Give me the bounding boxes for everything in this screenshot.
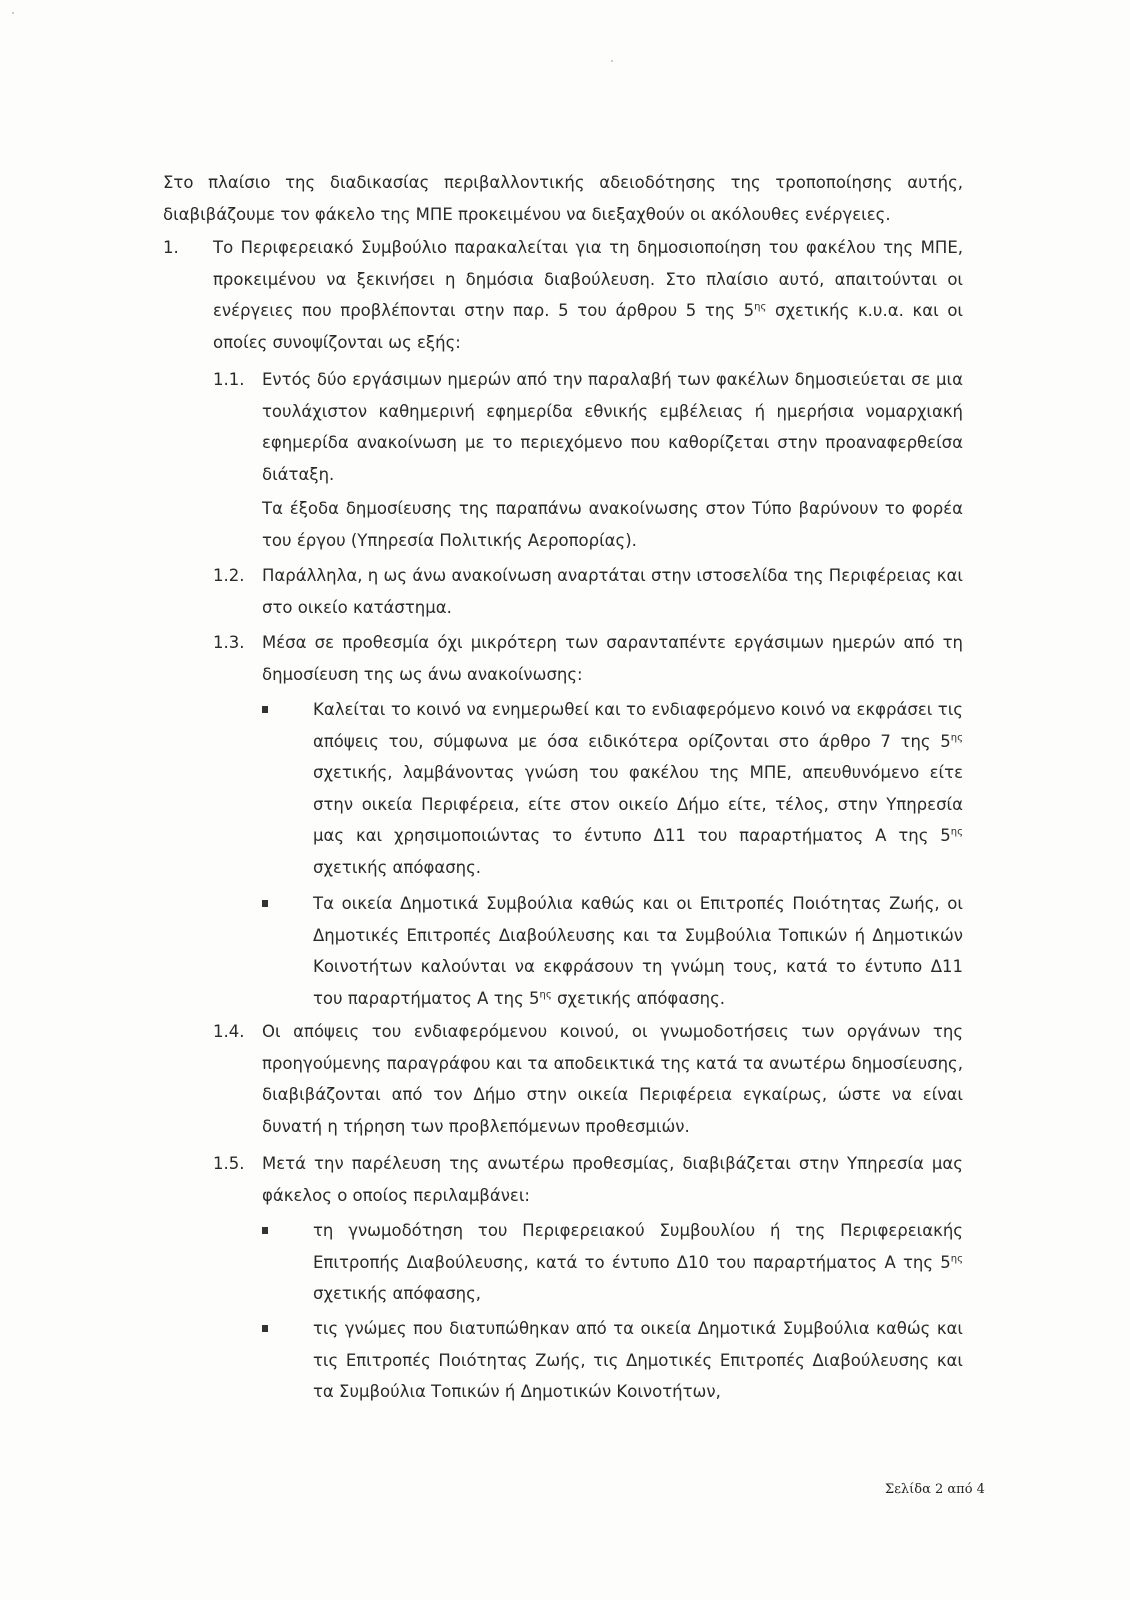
scan-speck (12, 12, 14, 14)
item-1-5-paragraph: Μετά την παρέλευση της ανωτέρω προθεσμίας, διαβιβάζεται στην Υπηρεσία μας φάκελος ο οποίος περιλαμβάνει: (262, 1154, 963, 1205)
bullet-marker (262, 706, 268, 713)
bullet-marker (262, 1325, 268, 1332)
scan-speck (611, 60, 613, 62)
intro-paragraph (163, 167, 963, 230)
item-1-5-number: 1.5. (213, 1154, 245, 1173)
page-number-footer: Σελίδα 2 από 4 (885, 1482, 985, 1497)
item-1-5-bullet-2: τις γνώμες που διατυπώθηκαν από τα οικεία Δημοτικά Συμβούλια καθώς και τις Επιτροπές Ποιότητας Ζωής, τις Δημοτικές Επιτροπές Διαβούλευσης και τα Συμβούλια Τοπικών ή Δημοτικών Κοινοτήτων, (313, 1319, 963, 1401)
item-1-4-paragraph: Οι απόψεις του ενδιαφερόμενου κοινού, οι γνωμοδοτήσεις των οργάνων της προηγούμενης παραγράφου και τα αποδεικτικά της κατά τα ανωτέρω δημοσίευσης, διαβιβάζονται από τον Δήμο στην οικεία Περιφέρεια εγκαίρως, ώστε να είναι δυνατή η τήρηση των προβλεπόμενων προθεσμιών. (262, 1022, 963, 1136)
bullet-marker (262, 1227, 268, 1234)
item-1-5-bullet-1: τη γνωμοδότηση του Περιφερειακού Συμβουλίου ή της Περιφερειακής Επιτροπής Διαβούλευσης, κατά το έντυπο Δ10 του παραρτήματος Α της $5^{\eta\varsigma}$ σχετικής απόφασης, (313, 1221, 963, 1303)
item-1-number: 1. (163, 238, 179, 257)
item-1-paragraph: Το Περιφερειακό Συμβούλιο παρακαλείται για τη δημοσιοποίηση του φακέλου της ΜΠΕ, προκειμένου να ξεκινήσει η δημόσια διαβούλευση. Στο πλαίσιο αυτό, απαιτούνται οι ενέργειες που προβλέπονται στην παρ. 5 του άρθρου 5 της $5^{\eta\varsigma}$ σχετικής κ.υ.α. και οι οποίες συνοψίζονται ως εξής: (213, 238, 963, 352)
bullet-marker (262, 900, 268, 907)
item-1-4-number: 1.4. (213, 1022, 245, 1041)
intro-text: Στο πλαίσιο της διαδικασίας περιβαλλοντικής αδειοδότησης της τροποποίησης αυτής, διαβιβάζουμε τον φάκελο της ΜΠΕ προκειμένου να διεξαχθούν οι ακόλουθες ενέργειες. (163, 173, 963, 224)
item-1-1-cost-paragraph: Τα έξοδα δημοσίευσης της παραπάνω ανακοίνωσης στον Τύπο βαρύνουν το φορέα του έργου (Υπηρεσία Πολιτικής Αεροπορίας). (262, 499, 963, 550)
item-1-2-paragraph: Παράλληλα, η ως άνω ανακοίνωση αναρτάται στην ιστοσελίδα της Περιφέρειας και στο οικείο κατάστημα. (262, 566, 963, 617)
item-1-1-number: 1.1. (213, 370, 245, 389)
item-1-3-paragraph: Μέσα σε προθεσμία όχι μικρότερη των σαρανταπέντε εργάσιμων ημερών από τη δημοσίευση της ως άνω ανακοίνωσης: (262, 633, 963, 684)
item-1-3-number: 1.3. (213, 633, 245, 652)
item-1-3-bullet-2: Τα οικεία Δημοτικά Συμβούλια καθώς και οι Επιτροπές Ποιότητας Ζωής, οι Δημοτικές Επιτροπές Διαβούλευσης και τα Συμβούλια Τοπικών ή Δημοτικών Κοινοτήτων καλούνται να εκφράσουν τη γνώμη τους, κατά το έντυπο Δ11 του παραρτήματος Α της $5^{\eta\varsigma}$ σχετικής απόφασης. (313, 894, 963, 1008)
item-1-1-paragraph: Εντός δύο εργάσιμων ημερών από την παραλαβή των φακέλων δημοσιεύεται σε μια τουλάχιστον καθημερινή εφημερίδα εθνικής εμβέλειας ή ημερήσια νομαρχιακή εφημερίδα ανακοίνωση με το περιεχόμενο που καθορίζεται στην προαναφερθείσα διάταξη. (262, 370, 963, 484)
item-1-2-number: 1.2. (213, 566, 245, 585)
item-1-3-bullet-1: Καλείται το κοινό να ενημερωθεί και το ενδιαφερόμενο κοινό να εκφράσει τις απόψεις του, σύμφωνα με όσα ειδικότερα ορίζονται στο άρθρο 7 της $5^{\eta\varsigma}$ σχετικής, λαμβάνοντας γνώση του φακέλου της ΜΠΕ, απευθυνόμενο είτε στην οικεία Περιφέρεια, είτε στον οικείο Δήμο είτε, τέλος, στην Υπηρεσία μας και χρησιμοποιώντας το έντυπο Δ11 του παραρτήματος Α της $5^{\eta\varsigma}$ σχετικής απόφασης. (313, 700, 963, 877)
